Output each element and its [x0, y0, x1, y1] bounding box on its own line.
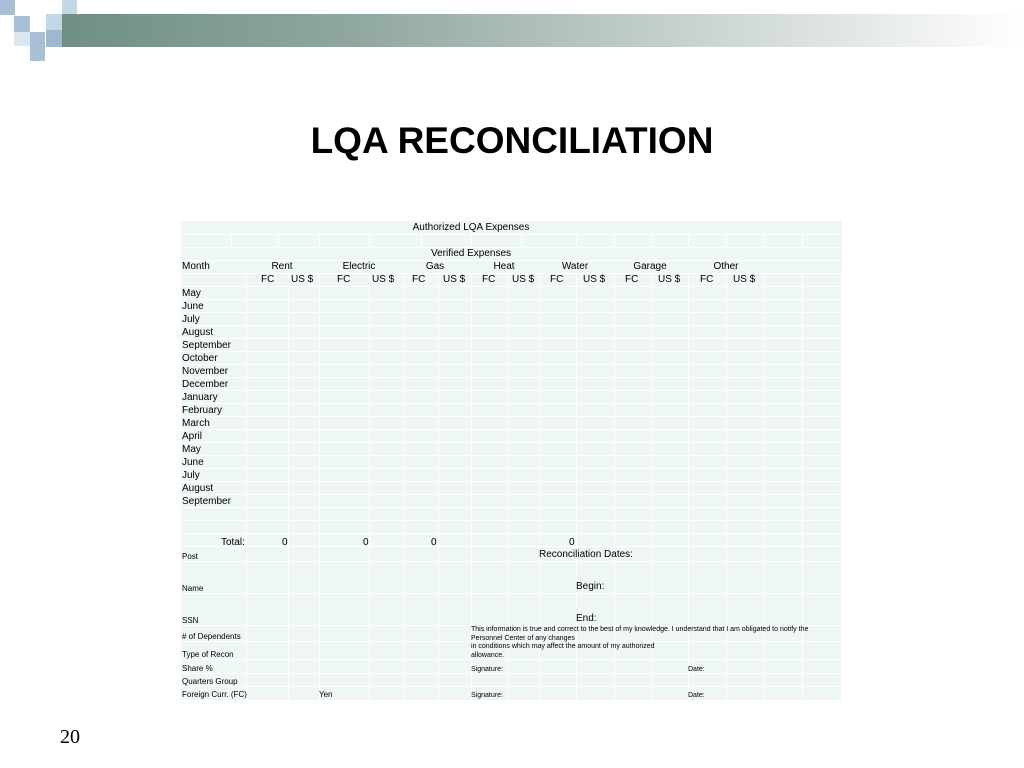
month-row-label: August: [182, 483, 214, 494]
decor-square: [14, 32, 30, 46]
fc-column-header: FC: [700, 274, 714, 285]
grid-row-line: [181, 494, 842, 495]
reconciliation-sheet: [181, 221, 842, 700]
ssn-label: SSN: [182, 616, 199, 625]
grid-row-line: [181, 481, 842, 482]
grid-row-line: [181, 351, 842, 352]
grid-column-line: [614, 234, 615, 247]
grid-row-line: [181, 312, 842, 313]
signature-label: Signature:: [471, 692, 503, 699]
grid-column-line: [369, 234, 370, 247]
month-row-label: December: [182, 379, 229, 390]
date-label: Date:: [688, 692, 705, 699]
decor-square: [14, 16, 30, 32]
grid-row-line: [181, 686, 842, 687]
reconciliation-dates-label: Reconciliation Dates:: [539, 549, 633, 560]
grid-row-line: [181, 403, 842, 404]
month-row-label: November: [182, 366, 229, 377]
total-label: Total:: [221, 537, 245, 548]
begin-label: Begin:: [576, 581, 605, 592]
slide-title: LQA RECONCILIATION: [310, 120, 714, 161]
grid-row-line: [181, 364, 842, 365]
grid-column-line: [278, 234, 279, 247]
category-header: Rent: [271, 261, 293, 272]
grid-column-line: [421, 234, 422, 247]
grid-row-line: [181, 429, 842, 430]
dependents-label: # of Dependents: [182, 632, 241, 641]
type-of-recon-label: Type of Recon: [182, 650, 234, 659]
grid-column-line: [688, 234, 689, 247]
category-header: Garage: [633, 261, 667, 272]
grid-column-line: [576, 234, 577, 247]
month-header: Month: [182, 261, 210, 272]
total-value: 0: [282, 537, 288, 548]
signature-label: Signature:: [471, 666, 503, 673]
grid-row-line: [181, 325, 842, 326]
total-value: 0: [569, 537, 575, 548]
month-row-label: June: [182, 301, 204, 312]
decor-square: [30, 32, 45, 47]
name-label: Name: [182, 584, 204, 593]
grid-row-line: [181, 533, 842, 534]
grid-column-line: [231, 234, 232, 247]
end-label: End:: [576, 613, 597, 624]
grid-column-line: [319, 234, 320, 247]
usd-column-header: US $: [443, 274, 466, 285]
month-row-label: September: [182, 496, 231, 507]
grid-row-line: [181, 299, 842, 300]
usd-column-header: US $: [658, 274, 681, 285]
month-row-label: April: [182, 431, 203, 442]
category-header: Other: [713, 261, 739, 272]
month-row-label: February: [182, 405, 223, 416]
grid-row-line: [181, 234, 842, 235]
fc-column-header: FC: [482, 274, 496, 285]
usd-column-header: US $: [372, 274, 395, 285]
usd-column-header: US $: [512, 274, 535, 285]
month-row-label: August: [182, 327, 214, 338]
grid-row-line: [181, 338, 842, 339]
grid-row-line: [181, 593, 842, 594]
date-label: Date:: [688, 666, 705, 673]
grid-row-line: [181, 455, 842, 456]
grid-row-line: [181, 468, 842, 469]
grid-row-line: [181, 507, 842, 508]
grid-row-line: [181, 520, 842, 521]
slide-number: 20: [60, 726, 80, 748]
header-gradient-bar: [62, 14, 1024, 47]
fc-column-header: FC: [337, 274, 351, 285]
month-row-label: May: [182, 288, 201, 299]
fc-column-header: FC: [625, 274, 639, 285]
decor-square: [46, 14, 62, 30]
usd-column-header: US $: [733, 274, 756, 285]
category-header: Gas: [425, 261, 445, 272]
grid-row-line: [181, 442, 842, 443]
category-header: Heat: [493, 261, 515, 272]
grid-column-line: [764, 234, 765, 247]
month-row-label: May: [182, 444, 201, 455]
total-value: 0: [363, 537, 369, 548]
certification-text-2: in conditions which may affect the amount of my authorized allowance.: [471, 643, 655, 659]
foreign-currency-label: Foreign Curr. (FC): [182, 690, 247, 699]
month-row-label: June: [182, 457, 204, 468]
certification-text: This information is true and correct to the best of my knowledge. I understand that I am obligated to notify the Personnel Center of any changes: [471, 626, 809, 642]
fc-column-header: FC: [412, 274, 426, 285]
grid-column-line: [521, 234, 522, 247]
month-row-label: September: [182, 340, 231, 351]
grid-row-line: [181, 416, 842, 417]
decor-square: [46, 30, 62, 47]
category-header: Electric: [342, 261, 376, 272]
quarters-group-label: Quarters Group: [182, 677, 238, 686]
grid-row-line: [181, 286, 842, 287]
grid-row-line: [181, 390, 842, 391]
category-header: Water: [561, 261, 589, 272]
decor-square: [30, 46, 45, 61]
grid-row-line: [181, 377, 842, 378]
fc-column-header: FC: [261, 274, 275, 285]
grid-row-line: [181, 546, 842, 547]
month-row-label: January: [182, 392, 218, 403]
grid-column-line: [802, 234, 803, 247]
decor-square: [62, 0, 77, 14]
foreign-currency-value: Yen: [319, 690, 333, 699]
share-label: Share %: [182, 664, 213, 673]
post-label: Post: [182, 552, 199, 561]
month-row-label: March: [182, 418, 210, 429]
grid-row-line: [181, 561, 842, 562]
decor-square: [0, 0, 15, 15]
usd-column-header: US $: [583, 274, 606, 285]
grid-row-line: [181, 673, 842, 674]
grid-column-line: [471, 234, 472, 247]
grid-column-line: [651, 234, 652, 247]
month-row-label: July: [182, 314, 200, 325]
verified-expenses-header: Verified Expenses: [430, 248, 512, 259]
usd-column-header: US $: [291, 274, 314, 285]
grid-column-line: [726, 234, 727, 247]
authorized-expenses-header: Authorized LQA Expenses: [412, 222, 530, 233]
month-row-label: July: [182, 470, 200, 481]
total-value: 0: [431, 537, 437, 548]
fc-column-header: FC: [550, 274, 564, 285]
month-row-label: October: [182, 353, 218, 364]
